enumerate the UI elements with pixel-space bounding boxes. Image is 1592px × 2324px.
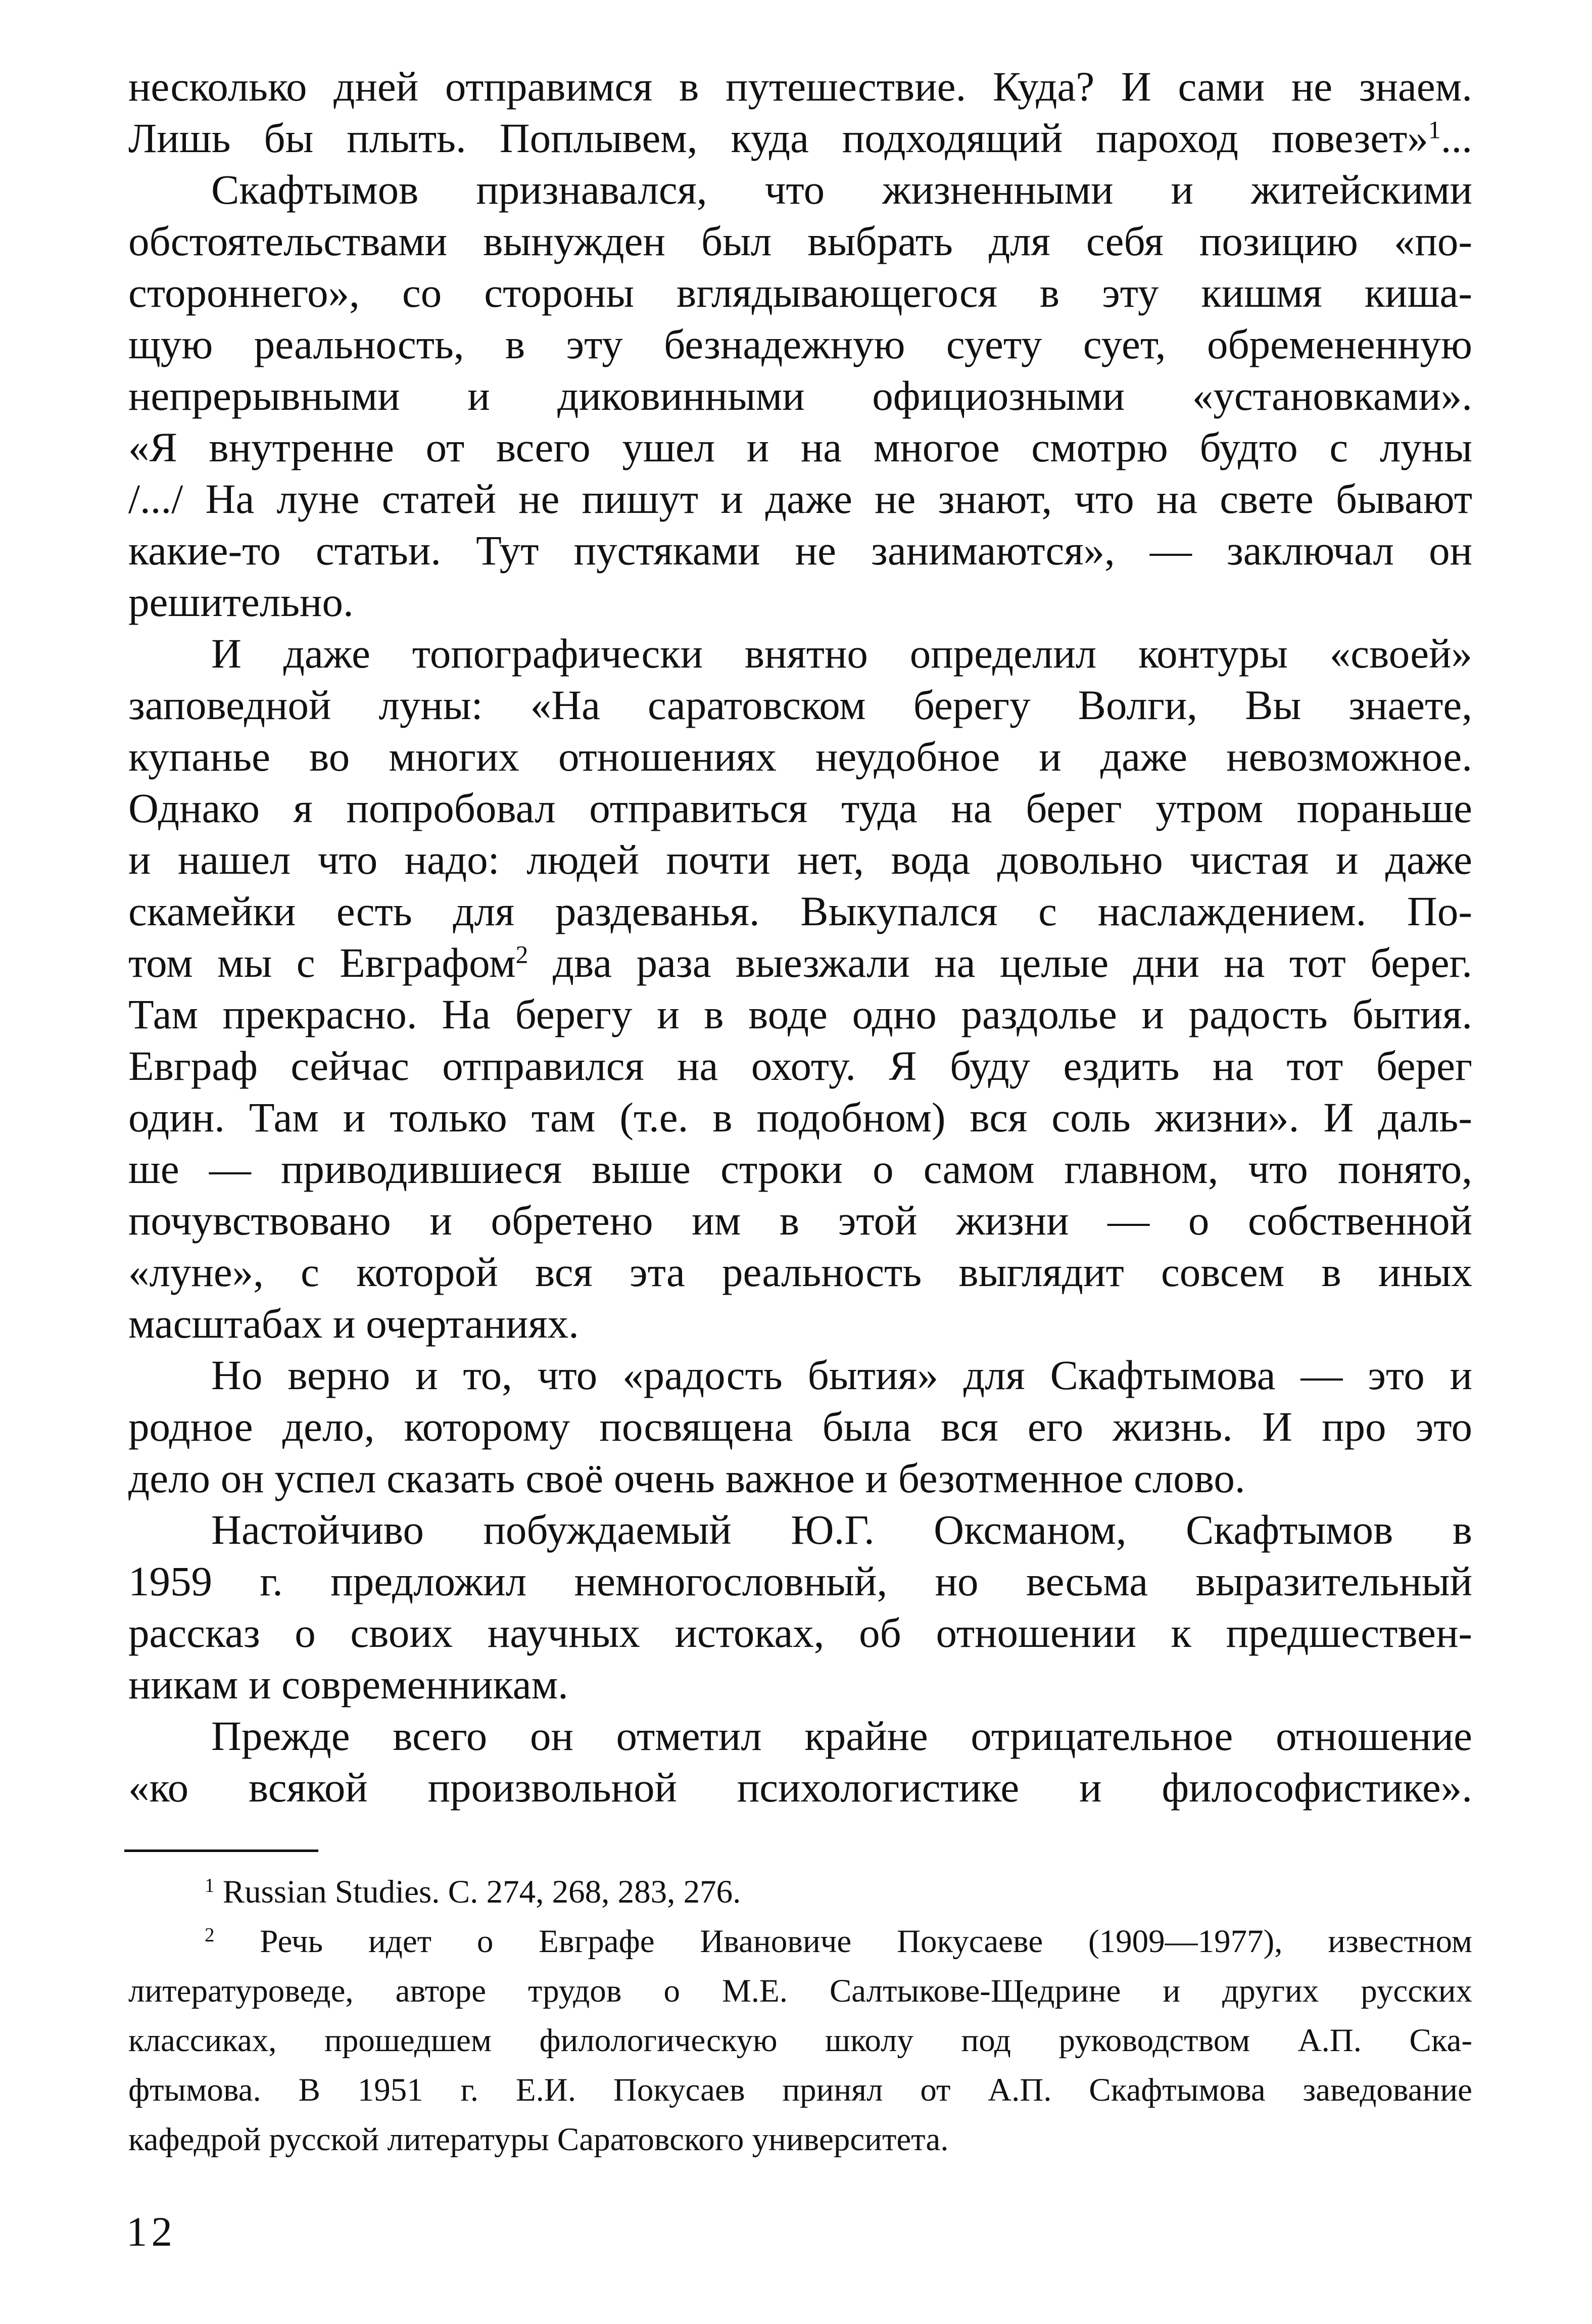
text-line: обстоятельствами вынужден был выбрать для себя позицию «по- <box>128 218 1472 264</box>
footnote-2-line: фтымова. В 1951 г. Е.И. Покусаев принял от А.П. Скафтымова заведование <box>128 2072 1472 2108</box>
text-line: рассказ о своих научных истоках, об отношении к предшествен- <box>128 1609 1472 1656</box>
text-line: и нашел что надо: людей почти нет, вода довольно чистая и даже <box>128 836 1472 883</box>
text-line: Лишь бы плыть. Поплывем, куда подходящий пароход повезет»$^1$... <box>128 115 1472 161</box>
text-line: какие-то статьи. Тут пустяками не занимаются», — заключал он <box>128 527 1472 574</box>
text-line: том мы с Евграфом$^2$ два раза выезжали на целые дни на тот берег. <box>128 939 1472 986</box>
footnote-2-line: литературоведе, авторе трудов о М.Е. Салтыкове-Щедрине и других русских <box>128 1973 1472 2009</box>
text-line: несколько дней отправимся в путешествие. Куда? И сами не знаем. <box>128 63 1472 110</box>
text-line: Однако я попробовал отправиться туда на берег утром пораньше <box>128 785 1472 831</box>
text-line: /.../ На луне статей не пишут и даже не знают, что на свете бывают <box>128 476 1472 522</box>
text-line: заповедной луны: «На саратовском берегу Волги, Вы знаете, <box>128 682 1472 728</box>
text-line: скамейки есть для раздеванья. Выкупался с наслаждением. По- <box>128 888 1472 934</box>
text-line: почувствовано и обретено им в этой жизни — о собственной <box>128 1197 1472 1244</box>
text-line: «Я внутренне от всего ушел и на многое смотрю будто с луны <box>128 424 1472 470</box>
footnote-ref-2: 2 <box>515 940 528 969</box>
text-line: решительно. <box>128 579 354 625</box>
text-line: Настойчиво побуждаемый Ю.Г. Оксманом, Скафтымов в <box>211 1506 1472 1553</box>
text-line: 1959 г. предложил немногословный, но весьма выразительный <box>128 1558 1472 1604</box>
text-line: купанье во многих отношениях неудобное и даже невозможное. <box>128 733 1472 780</box>
text-line: Скафтымов признавался, что жизненными и житейскими <box>211 166 1472 213</box>
text-line: ше — приводившиеся выше строки о самом главном, что понято, <box>128 1146 1472 1192</box>
page-number: 12 <box>126 2208 176 2255</box>
text-line: Там прекрасно. На берегу и в воде одно раздолье и радость бытия. <box>128 991 1472 1037</box>
footnote-ref-1: 1 <box>1428 116 1441 144</box>
footnote-separator <box>124 1849 318 1852</box>
text-line: непрерывными и диковинными официозными «установками». <box>128 372 1472 419</box>
text-line: один. Там и только там (т.е. в подобном) вся соль жизни». И даль- <box>128 1094 1472 1141</box>
text-line: родное дело, которому посвящена была вся его жизнь. И про это <box>128 1403 1472 1450</box>
text-line: никам и современникам. <box>128 1661 568 1708</box>
text-line: Евграф сейчас отправился на охоту. Я буду ездить на тот берег <box>128 1042 1472 1089</box>
text-line: И даже топографически внятно определил контуры «своей» <box>211 630 1472 677</box>
footnote-1: $^1$ Russian Studies. С. 274, 268, 283, 276. <box>205 1874 741 1910</box>
text-line: Но верно и то, что «радость бытия» для Скафтымова — это и <box>211 1352 1472 1398</box>
text-line: дело он успел сказать своё очень важное и безотменное слово. <box>128 1455 1245 1501</box>
footnote-2-line: $^2$ Речь идет о Евграфе Ивановиче Покусаеве (1909—1977), известном <box>205 1923 1472 1960</box>
text-line: щую реальность, в эту безнадежную суету сует, обремененную <box>128 321 1472 367</box>
footnote-2-line: классиках, прошедшем филологическую школу под руководством А.П. Ска- <box>128 2022 1472 2059</box>
text-line: «ко всякой произвольной психологистике и философистике». <box>128 1764 1472 1811</box>
text-line: масштабах и очертаниях. <box>128 1300 579 1347</box>
text-line: стороннего», со стороны вглядывающегося в эту кишмя киша- <box>128 269 1472 316</box>
footnote-2-line: кафедрой русской литературы Саратовского университета. <box>128 2121 949 2158</box>
text-line: Прежде всего он отметил крайне отрицательное отношение <box>211 1713 1472 1759</box>
text-line: «луне», с которой вся эта реальность выглядит совсем в иных <box>128 1249 1472 1295</box>
